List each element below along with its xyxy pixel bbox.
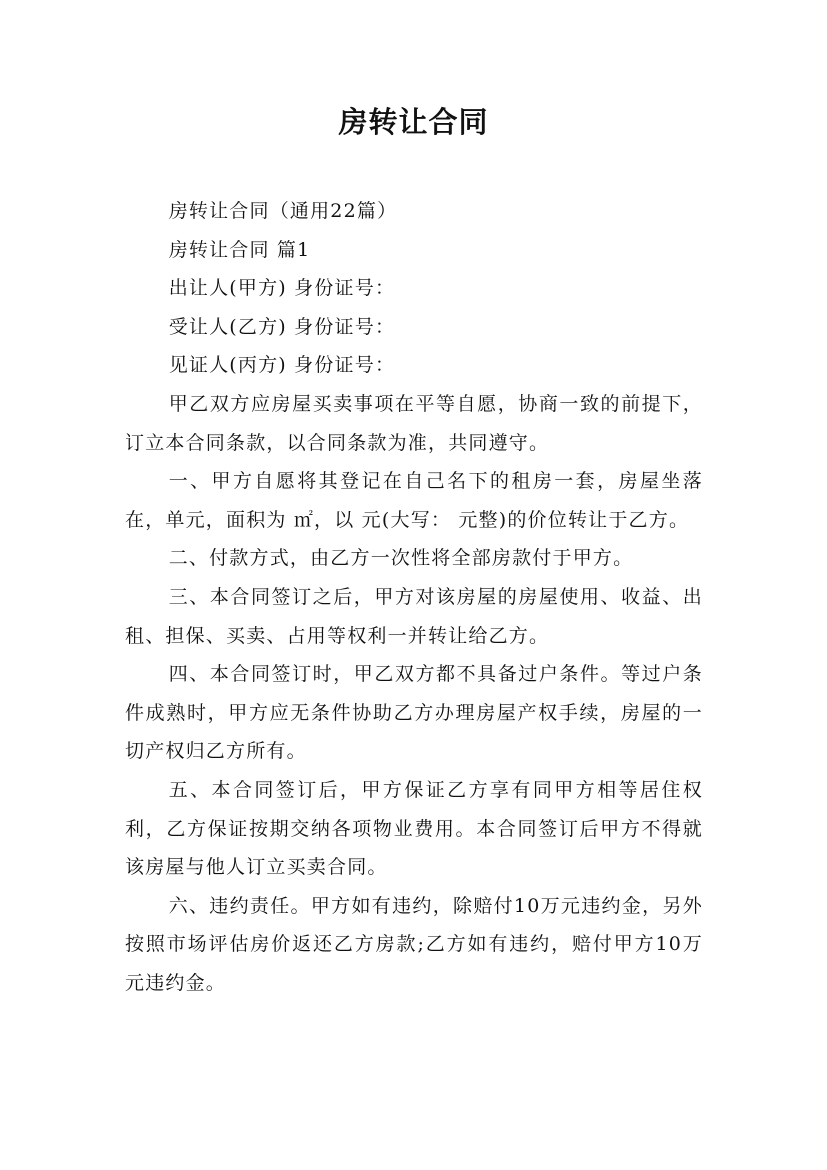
paragraph-witness: 见证人(丙方) 身份证号： — [168, 354, 396, 377]
paragraph-preamble: 甲乙双方应房屋买卖事项在平等自愿，协商一致的前提下，订立本合同条款，以合同条款为准，共同遵守。 — [125, 392, 703, 454]
paragraph-party-b: 受让人(乙方) 身份证号： — [168, 315, 396, 338]
document-title: 房转让合同 — [338, 105, 489, 139]
document-body — [125, 192, 703, 1002]
paragraph-section-label: 房转让合同 篇1 — [168, 238, 311, 261]
paragraph-clause-5: 五、本合同签订后，甲方保证乙方享有同甲方相等居住权利，乙方保证按期交纳各项物业费用。本合同签订后甲方不得就该房屋与他人订立买卖合同。 — [125, 778, 703, 879]
paragraph-clause-3: 三、本合同签订之后，甲方对该房屋的房屋使用、收益、出租、担保、买卖、占用等权利一并转让给乙方。 — [125, 585, 703, 647]
paragraph-heading: 房转让合同（通用22篇） — [168, 200, 398, 222]
paragraph-party-a: 出让人(甲方) 身份证号： — [168, 277, 396, 300]
paragraph-clause-2: 二、付款方式，由乙方一次性将全部房款付于甲方。 — [168, 547, 634, 570]
paragraph-clause-4: 四、本合同签订时，甲乙双方都不具备过户条件。等过户条件成熟时，甲方应无条件协助乙方办理房屋产权手续，房屋的一切产权归乙方所有。 — [125, 663, 703, 763]
paragraph-clause-6: 六、违约责任。甲方如有违约，除赔付10万元违约金，另外按照市场评估房价返还乙方房款;乙方如有违约，赔付甲方10万元违约金。 — [125, 894, 703, 994]
paragraph-clause-1: 一、甲方自愿将其登记在自己名下的租房一套，房屋坐落在，单元，面积为 ㎡，以 元(大写： 元整)的价位转让于乙方。 — [125, 470, 703, 531]
